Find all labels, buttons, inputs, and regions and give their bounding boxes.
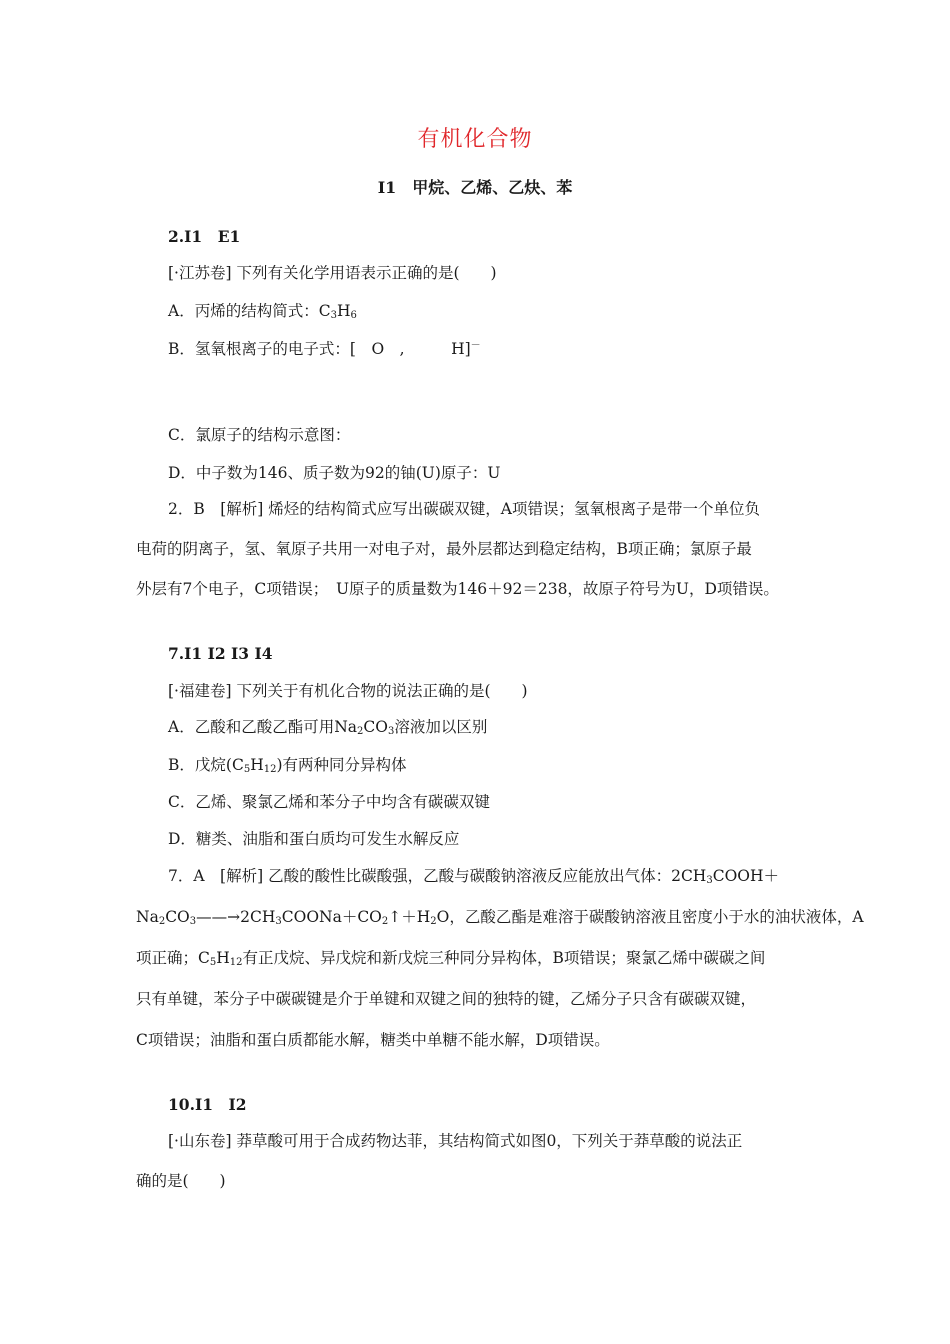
q7-tag: 7.I1 I2 I3 I4: [168, 644, 273, 663]
q2-tag: 2.I1 E1: [168, 227, 241, 246]
q7-option-a: A．乙酸和乙酸乙酯可用$Na_2CO_3$溶液加以区别: [168, 718, 488, 737]
q2-answer-line-2: 电荷的阴离子，氢、氧原子共用一对电子对，最外层都达到稳定结构，B项正确；氯原子最: [136, 540, 752, 558]
q10-stem-line-2: 确的是( ): [136, 1172, 226, 1190]
q2-answer-line-1: 2．B [解析] 烯烃的结构简式应写出碳碳双键，A项错误；氢氧根离子是带一个单位负: [168, 500, 760, 518]
q10-stem-line-1: [·山东卷] 莽草酸可用于合成药物达菲，其结构简式如图0，下列关于莽草酸的说法正: [168, 1132, 743, 1150]
q2-option-b: B．氢氧根离子的电子式：[ O , H]－: [168, 340, 481, 358]
q7-option-c: C．乙烯、聚氯乙烯和苯分子中均含有碳碳双键: [168, 793, 490, 811]
q2-option-a: A．丙烯的结构简式：$C_3H_6$: [168, 302, 357, 321]
q7-option-d: D．糖类、油脂和蛋白质均可发生水解反应: [168, 830, 460, 848]
q2-answer-line-3: 外层有7个电子，C项错误； U原子的质量数为146＋92＝238，故原子符号为U，D项错误。: [136, 580, 779, 598]
q2-option-d: D．中子数为146、质子数为92的铀(U)原子：U: [168, 464, 501, 482]
q7-answer-line-4: 只有单键，苯分子中碳碳键是介于单键和双键之间的独特的键，乙烯分子只含有碳碳双键，: [136, 990, 757, 1008]
q7-answer-line-3: 项正确；$C_5H_{12}$有正戊烷、异戊烷和新戊烷三种同分异构体，B项错误；聚氯乙烯中碳碳之间: [136, 949, 766, 968]
q7-answer-line-1: 7．A [解析] 乙酸的酸性比碳酸强，乙酸与碳酸钠溶液反应能放出气体：$2CH_3COOH+$: [168, 867, 779, 886]
q7-answer-line-5: C项错误；油脂和蛋白质都能水解，糖类中单糖不能水解，D项错误。: [136, 1031, 610, 1049]
page-title: 有机化合物: [417, 127, 533, 152]
q7-stem: [·福建卷] 下列关于有机化合物的说法正确的是( ): [168, 682, 528, 700]
q7-option-b: B．戊烷$(C_5H_{12})$有两种同分异构体: [168, 756, 407, 775]
q2-option-c: C．氯原子的结构示意图：: [168, 426, 351, 444]
section-heading: I1 甲烷、乙烯、乙炔、苯: [377, 178, 573, 197]
q10-tag: 10.I1 I2: [168, 1095, 247, 1114]
q7-answer-line-2: $Na_2CO_3——\to 2CH_3COONa+CO_2↑+H_2O$，乙酸乙酯是难溶于碳酸钠溶液且密度小于水的油状液体，A: [136, 908, 864, 927]
q2-stem: [·江苏卷] 下列有关化学用语表示正确的是( ): [168, 264, 497, 282]
